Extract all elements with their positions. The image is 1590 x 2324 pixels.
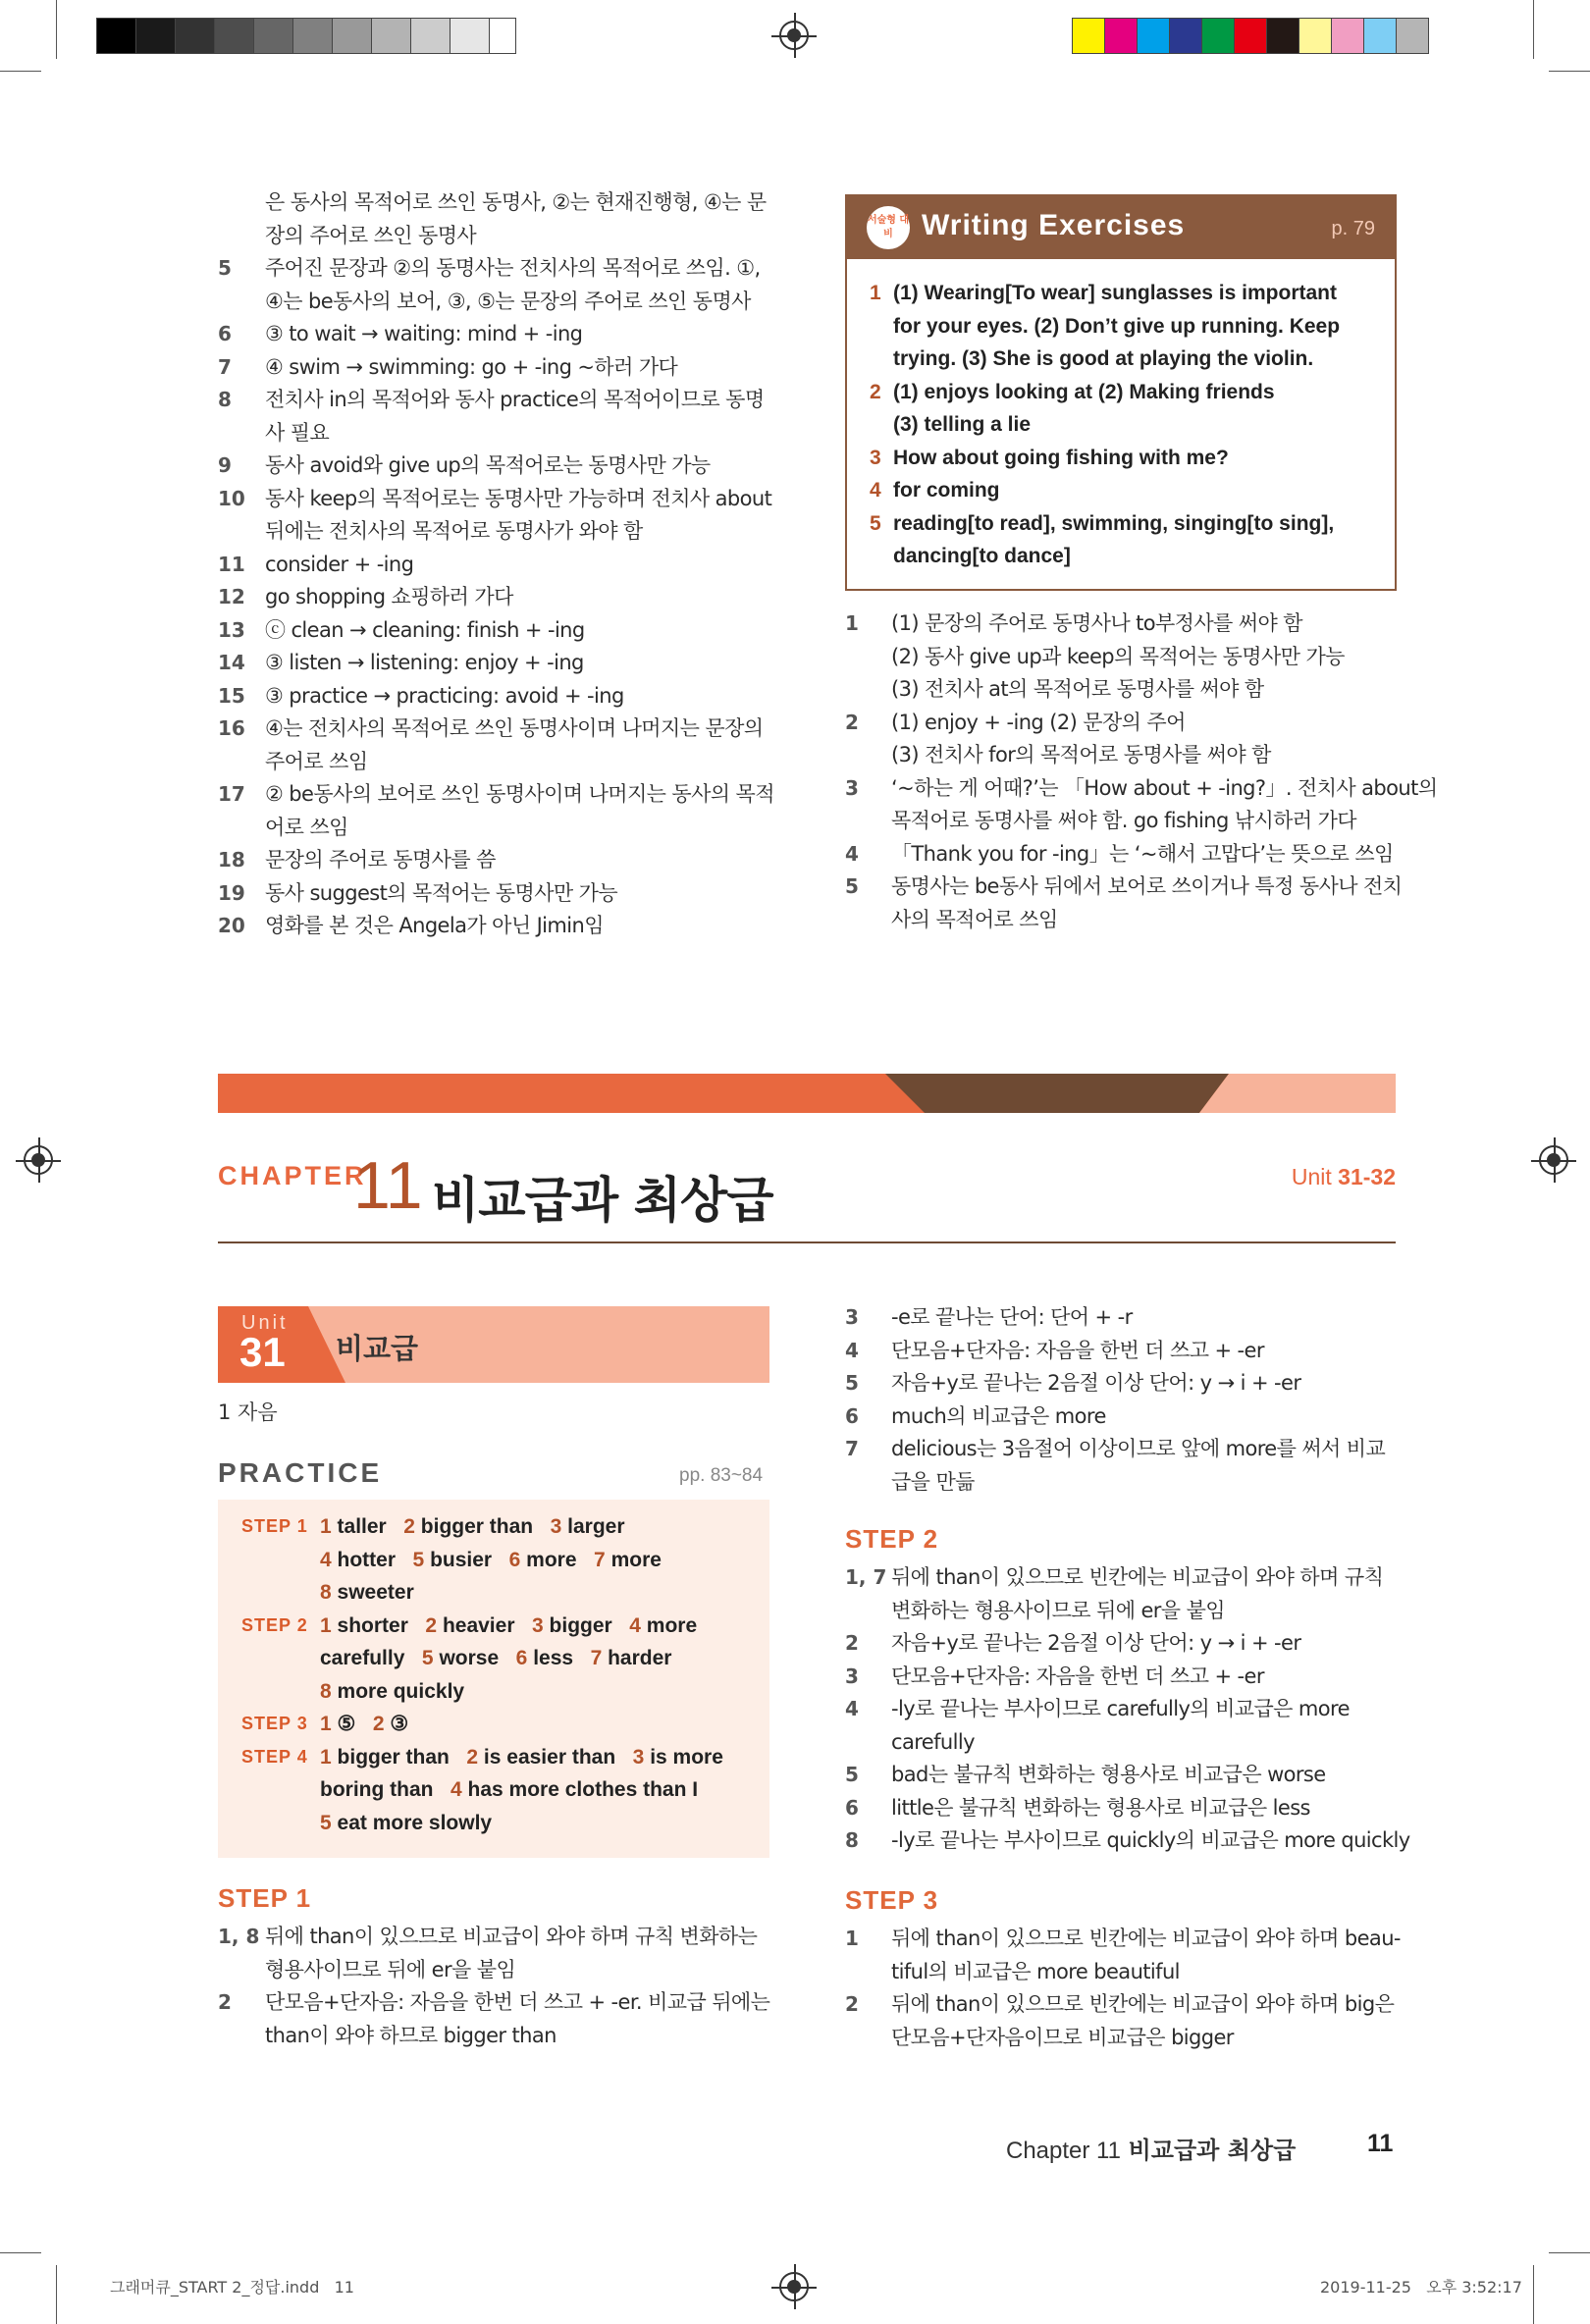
- practice-answer-text: sweeter: [337, 1581, 414, 1604]
- practice-answer-line: [320, 1510, 625, 1544]
- practice-answer-text: bigger than: [420, 1515, 534, 1538]
- practice-answer-text: hotter: [337, 1548, 397, 1571]
- item-text: trying. (3) She is good at playing the violin.: [893, 347, 1314, 370]
- item-text: 급을 만듦: [891, 1469, 975, 1494]
- badge-icon: [867, 206, 910, 249]
- item-text: 은 동사의 목적어로 쓰인 동명사, ②는 현재진행형, ④는 문: [265, 190, 767, 214]
- item-text: ③ listen → listening: enjoy + -ing: [265, 651, 584, 674]
- item-number: 6: [845, 1403, 859, 1428]
- practice-answer-text: ③: [390, 1713, 409, 1735]
- item-number: 5: [870, 511, 881, 535]
- item-number: 8: [218, 388, 232, 411]
- unit-title: 비교급: [336, 1332, 419, 1365]
- practice-answer-text: taller: [337, 1515, 387, 1538]
- item-number: 11: [218, 552, 245, 576]
- practice-answer-text: bigger: [549, 1613, 612, 1637]
- item-text: ④ swim → swimming: go + -ing ~하러 가다: [265, 354, 678, 379]
- practice-answer-text: more: [526, 1548, 577, 1571]
- item-text: 뒤에 than이 있으므로 빈칸에는 비교급이 와야 하며 beau-: [891, 1927, 1401, 1950]
- item-text: 어로 쓰임: [265, 815, 348, 839]
- practice-answer-line: [320, 1576, 414, 1610]
- item-text: delicious는 3음절어 이상이므로 앞에 more를 써서 비교: [891, 1437, 1386, 1460]
- writing-exercises-title: Writing Exercises: [922, 209, 1186, 241]
- practice-answer-text: bigger than: [337, 1745, 450, 1769]
- item-number: 4: [845, 841, 859, 866]
- item-text: 형용사이므로 뒤에 er을 붙임: [265, 1957, 516, 1981]
- item-text: little은 불규칙 변화하는 형용사로 비교급은 less: [891, 1795, 1310, 1820]
- item-text: bad는 불규칙 변화하는 형용사로 비교급은 worse: [891, 1763, 1326, 1786]
- practice-answer-number: 5: [421, 1647, 434, 1669]
- registration-mark-bottom: [779, 2272, 809, 2301]
- unit-range-value: 31-32: [1338, 1164, 1396, 1189]
- practice-answer-number: 6: [508, 1548, 521, 1571]
- unit-number: 31: [239, 1329, 286, 1375]
- practice-step-label: STEP 4: [241, 1746, 308, 1767]
- practice-answer-line: [320, 1773, 698, 1807]
- item-number: 13: [218, 617, 245, 642]
- item-text: reading[to read], swimming, singing[to sing],: [893, 511, 1335, 535]
- practice-answer-line: [320, 1708, 408, 1741]
- practice-answer-number: 2: [425, 1613, 438, 1637]
- practice-answer-text: has more clothes than I: [467, 1778, 699, 1801]
- chapter-number: 11: [353, 1148, 423, 1223]
- item-text: ‘~하는 게 어때?’는 「How about + -ing?」. 전치사 about의: [891, 775, 1438, 800]
- item-number: 20: [218, 914, 245, 937]
- item-number: 2: [845, 1631, 859, 1655]
- footer-chapter-title: 비교급과 최상급: [1128, 2137, 1297, 2164]
- item-number: 5: [845, 1371, 859, 1395]
- unit-range: [1292, 1164, 1396, 1190]
- item-text: 뒤에 than이 있으므로 빈칸에는 비교급이 와야 하며 big은: [891, 1992, 1395, 2016]
- practice-answer-number: 7: [590, 1647, 603, 1669]
- practice-answer-line: [320, 1610, 697, 1643]
- slug-filename: 그래머큐_START 2_정답.indd 11: [110, 2278, 354, 2297]
- practice-answer-number: 5: [412, 1548, 425, 1571]
- item-text: 자음+y로 끝나는 2음절 이상 단어: y → i + -er: [891, 1371, 1301, 1395]
- practice-answer-text: boring than: [320, 1778, 434, 1801]
- item-text: 변화하는 형용사이므로 뒤에 er을 붙임: [891, 1598, 1225, 1622]
- practice-answer-line: [320, 1642, 671, 1675]
- practice-answer-line: [320, 1807, 492, 1840]
- item-text: -e로 끝나는 단어: 단어 + -r: [891, 1305, 1133, 1329]
- unit-note: 1 자음: [218, 1400, 278, 1424]
- item-text: 단모음+단자음: 자음을 한번 더 쓰고 + -er: [891, 1664, 1264, 1688]
- item-text: 동사 keep의 목적어로는 동명사만 가능하며 전치사 about: [265, 486, 772, 510]
- item-text: than이 와야 하므로 bigger than: [265, 2023, 556, 2047]
- item-text: (2) 동사 give up과 keep의 목적어는 동명사만 가능: [891, 644, 1345, 668]
- registration-mark-right: [1539, 1145, 1568, 1175]
- running-footer: [1006, 2131, 1296, 2165]
- practice-answer-number: 3: [632, 1745, 645, 1769]
- practice-answer-line: [320, 1675, 464, 1709]
- item-number: 19: [218, 880, 245, 905]
- item-text: ③ practice → practicing: avoid + -ing: [265, 683, 624, 708]
- item-text: (1) 문장의 주어로 동명사나 to부정사를 써야 함: [891, 611, 1302, 635]
- practice-answer-number: 4: [320, 1548, 332, 1571]
- registration-mark-top: [779, 21, 809, 50]
- item-text: 목적어로 동명사를 써야 함. go fishing 낚시하러 가다: [891, 809, 1356, 832]
- chapter-divider: [218, 1241, 1396, 1243]
- practice-answer-text: more: [646, 1613, 698, 1637]
- item-text: 동사 avoid와 give up의 목적어로는 동명사만 가능: [265, 453, 711, 477]
- item-text: 「Thank you for -ing」는 ‘~해서 고맙다’는 뜻으로 쓰임: [891, 841, 1394, 866]
- unit-range-prefix: Unit: [1291, 1164, 1332, 1189]
- practice-pages: pp. 83~84: [679, 1465, 764, 1486]
- item-text: 사의 목적어로 쓰임: [891, 907, 1058, 931]
- practice-answer-text: larger: [567, 1515, 625, 1538]
- item-text: 뒤에는 전치사의 목적어로 동명사가 와야 함: [265, 519, 643, 543]
- practice-answer-number: 1: [320, 1515, 332, 1538]
- item-text: 단모음+단자음이므로 비교급은 bigger: [891, 2025, 1234, 2049]
- chapter-title: 비교급과 최상급: [432, 1172, 773, 1229]
- practice-answer-line: [320, 1741, 723, 1774]
- item-text: 동명사는 be동사 뒤에서 보어로 쓰이거나 특정 동사나 전치: [891, 874, 1403, 898]
- item-number: 1, 8: [218, 1925, 260, 1948]
- item-number: 4: [845, 1338, 859, 1362]
- item-number: 6: [845, 1795, 859, 1820]
- practice-answer-text: shorter: [337, 1613, 408, 1637]
- item-text: ④는 전치사의 목적어로 쓰인 동명사이며 나머지는 문장의: [265, 716, 764, 740]
- item-number: 15: [218, 683, 245, 708]
- practice-answer-text: ⑤: [337, 1713, 356, 1735]
- practice-answer-number: 5: [320, 1811, 332, 1834]
- practice-answer-number: 2: [403, 1515, 415, 1538]
- item-number: 5: [218, 256, 232, 280]
- item-text: ⓒ clean → cleaning: finish + -ing: [265, 617, 585, 642]
- item-number: 5: [845, 874, 859, 898]
- practice-step-label: STEP 2: [241, 1614, 308, 1635]
- item-number: 6: [218, 322, 232, 345]
- item-number: 8: [845, 1828, 859, 1852]
- item-text: (3) 전치사 at의 목적어로 동명사를 써야 함: [891, 677, 1264, 701]
- practice-answer-text: heavier: [442, 1613, 515, 1637]
- practice-answer-text: more: [610, 1548, 662, 1571]
- practice-step-label: STEP 3: [241, 1714, 308, 1733]
- practice-answer-number: 1: [320, 1613, 332, 1637]
- item-number: 1: [845, 1927, 859, 1950]
- chapter-banner-bar: [218, 1074, 1396, 1115]
- practice-answer-number: 8: [320, 1581, 332, 1604]
- item-text: 뒤에 than이 있으므로 비교급이 와야 하며 규칙 변화하는: [265, 1925, 758, 1948]
- badge-label: 서술형 대비: [867, 215, 910, 239]
- practice-answer-text: more quickly: [337, 1679, 465, 1703]
- item-text: 자음+y로 끝나는 2음절 이상 단어: y → i + -er: [891, 1631, 1301, 1655]
- item-text: (1) Wearing[To wear] sunglasses is important: [893, 282, 1337, 304]
- writing-exercises-header: [847, 196, 1395, 259]
- practice-answer-number: 3: [532, 1613, 544, 1637]
- item-text: much의 비교급은 more: [891, 1403, 1106, 1428]
- step3-heading: STEP 3: [845, 1885, 939, 1915]
- item-number: 9: [218, 453, 232, 477]
- practice-answer-text: carefully: [320, 1647, 405, 1669]
- item-text: 주어진 문장과 ②의 동명사는 전치사의 목적어로 쓰임. ①,: [265, 256, 761, 280]
- item-text: dancing[to dance]: [893, 545, 1071, 567]
- item-number: 2: [845, 1992, 859, 2016]
- practice-answer-number: 2: [372, 1713, 385, 1735]
- item-text: -ly로 끝나는 부사이므로 quickly의 비교급은 more quickly: [891, 1828, 1410, 1852]
- item-number: 3: [870, 446, 881, 469]
- item-text: (3) telling a lie: [893, 413, 1032, 436]
- item-text: ③ to wait → waiting: mind + -ing: [265, 322, 583, 345]
- unit-label: Unit: [241, 1312, 289, 1334]
- practice-title: PRACTICE: [218, 1457, 383, 1488]
- practice-step-label: STEP 1: [241, 1516, 308, 1536]
- item-text: 영화를 본 것은 Angela가 아닌 Jimin임: [265, 914, 604, 937]
- item-number: 5: [845, 1763, 859, 1786]
- item-number: 14: [218, 651, 245, 674]
- unit-header-bar: [218, 1306, 769, 1383]
- item-text: How about going fishing with me?: [893, 446, 1229, 469]
- item-text: 장의 주어로 쓰인 동명사: [265, 223, 477, 247]
- item-text: (1) enjoys looking at (2) Making friends: [893, 380, 1275, 403]
- item-number: 1, 7: [845, 1565, 887, 1589]
- item-number: 7: [845, 1437, 859, 1460]
- practice-answer-number: 8: [320, 1679, 332, 1703]
- item-text: 동사 suggest의 목적어는 동명사만 가능: [265, 880, 618, 905]
- practice-answer-text: is easier than: [483, 1745, 616, 1769]
- footer-chapter: Chapter 11: [1006, 2138, 1121, 2164]
- item-number: 2: [870, 380, 881, 403]
- item-text: 뒤에 than이 있으므로 빈칸에는 비교급이 와야 하며 규칙: [891, 1565, 1384, 1589]
- practice-answer-number: 4: [450, 1778, 462, 1801]
- practice-answer-text: is more: [650, 1745, 723, 1769]
- practice-answer-number: 4: [629, 1613, 641, 1637]
- item-text: for coming: [893, 479, 1000, 502]
- practice-answer-line: [320, 1544, 662, 1577]
- item-number: 2: [845, 710, 859, 734]
- practice-answer-text: harder: [608, 1647, 672, 1669]
- item-number: 12: [218, 585, 245, 608]
- item-text: (1) enjoy + -ing (2) 문장의 주어: [891, 710, 1186, 734]
- registration-mark-left: [24, 1145, 53, 1175]
- item-number: 10: [218, 486, 245, 510]
- item-number: 1: [870, 282, 881, 304]
- item-text: 단모음+단자음: 자음을 한번 더 쓰고 + -er. 비교급 뒤에는: [265, 1990, 770, 2014]
- practice-answer-number: 2: [466, 1745, 479, 1769]
- practice-answer-number: 7: [594, 1548, 606, 1571]
- item-text: ② be동사의 보어로 쓰인 동명사이며 나머지는 동사의 목적: [265, 782, 774, 806]
- item-number: 3: [845, 1664, 859, 1688]
- item-text: 문장의 주어로 동명사를 씀: [265, 848, 496, 872]
- practice-answer-number: 1: [320, 1713, 332, 1735]
- practice-answer-number: 6: [515, 1647, 528, 1669]
- item-text: tiful의 비교급은 more beautiful: [891, 1959, 1180, 1983]
- practice-answer-number: 3: [550, 1515, 562, 1538]
- item-text: carefully: [891, 1729, 975, 1754]
- practice-answer-text: eat more slowly: [337, 1811, 493, 1834]
- item-number: 4: [870, 479, 881, 502]
- item-text: consider + -ing: [265, 552, 414, 576]
- item-text: -ly로 끝나는 부사이므로 carefully의 비교급은 more: [891, 1697, 1350, 1720]
- item-text: 주어로 쓰임: [265, 749, 368, 773]
- item-text: ④는 be동사의 보어, ③, ⑤는 문장의 주어로 쓰인 동명사: [265, 289, 751, 313]
- step2-heading: STEP 2: [845, 1524, 939, 1554]
- item-number: 17: [218, 782, 245, 806]
- item-text: for your eyes. (2) Don’t give up running. Keep: [893, 314, 1341, 338]
- step1-heading: STEP 1: [218, 1883, 312, 1913]
- writing-page-ref: p. 79: [1331, 218, 1375, 239]
- chapter-label: CHAPTER: [218, 1161, 367, 1190]
- item-text: 전치사 in의 목적어와 동사 practice의 목적어이므로 동명: [265, 388, 765, 411]
- page-number: 11: [1367, 2130, 1394, 2157]
- practice-answer-text: busier: [430, 1548, 493, 1571]
- item-number: 1: [845, 611, 859, 635]
- item-number: 18: [218, 848, 245, 872]
- item-number: 4: [845, 1697, 859, 1720]
- item-number: 3: [845, 1305, 859, 1329]
- practice-answer-number: 1: [320, 1745, 332, 1769]
- item-number: 16: [218, 716, 245, 740]
- item-text: 단모음+단자음: 자음을 한번 더 쓰고 + -er: [891, 1338, 1264, 1362]
- item-number: 3: [845, 775, 859, 800]
- practice-answer-text: less: [533, 1647, 574, 1669]
- item-text: 사 필요: [265, 420, 330, 445]
- practice-answer-text: worse: [439, 1647, 500, 1669]
- item-number: 7: [218, 354, 232, 379]
- item-text: (3) 전치사 for의 목적어로 동명사를 써야 함: [891, 743, 1271, 766]
- item-number: 2: [218, 1990, 232, 2014]
- item-text: go shopping 쇼핑하러 가다: [265, 585, 513, 608]
- slug-timestamp: 2019-11-25 오후 3:52:17: [1320, 2278, 1522, 2297]
